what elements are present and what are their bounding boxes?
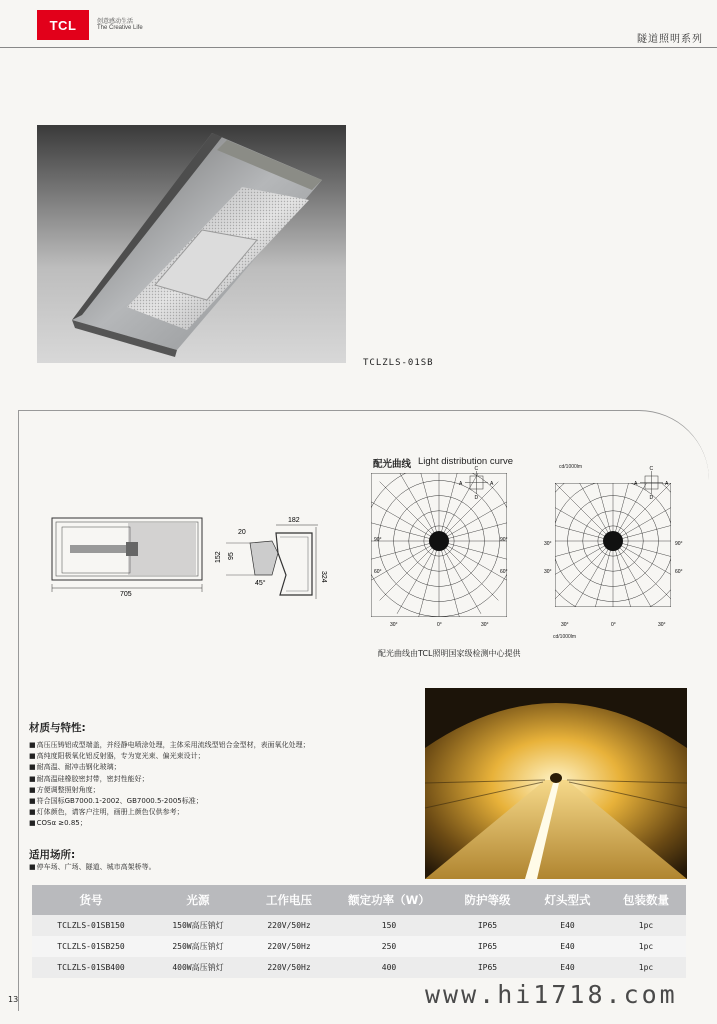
angle-60-right: 60° (500, 569, 508, 575)
angle-30-right: 30° (658, 622, 666, 628)
watermark-text: www.hi1718.com (425, 980, 678, 1009)
polar-spoke (397, 541, 439, 614)
legend-a-left: A (634, 481, 638, 487)
polar-spoke (380, 482, 439, 541)
feature-item: ■ 符合国标GB7000.1-2002、GB7000.5-2005标准； (29, 796, 424, 807)
slogan-cn: 创意感动生活 (97, 18, 134, 25)
feature-item: ■ 高纯度阳极氧化铝反射器，专为宽光束、偏光束设计； (29, 751, 424, 762)
legend-a-right: A (490, 481, 494, 487)
angle-60-left: 60° (374, 569, 382, 575)
polar-spoke (613, 460, 635, 541)
polar-spoke (591, 541, 613, 622)
table-row (32, 936, 686, 957)
polar-spoke (417, 460, 439, 541)
polar-curve-right (540, 465, 690, 635)
angle-0: 0° (611, 622, 616, 628)
cell-power: 150 (381, 921, 397, 930)
feature-item: ■ 高压压铸铝成型端盖，并经静电喷涂处理，主体采用流线型铝合金型材，表面氧化处理； (29, 740, 424, 751)
dim-angle: 45° (255, 580, 266, 587)
legend-a-right: A (665, 481, 669, 487)
cell-item-no: TCLZLS-01SB250 (57, 942, 125, 951)
materials-title: 材质与特性: (29, 722, 86, 734)
polar-spoke (366, 541, 439, 583)
polar-spoke (439, 541, 461, 622)
polar-spoke (591, 460, 613, 541)
polar-spoke (540, 499, 613, 541)
polar-spoke (613, 541, 655, 614)
header-voltage: 工作电压 (246, 885, 332, 915)
polar-spoke (571, 541, 613, 614)
header-power: 额定功率（W） (332, 885, 446, 915)
polar-spoke (613, 541, 686, 583)
angle-0: 0° (437, 622, 442, 628)
header-item-no: 货号 (32, 885, 150, 915)
polar-spoke (613, 541, 672, 600)
cell-power: 400 (381, 963, 397, 972)
curve-title-cn: 配光曲线 (373, 459, 412, 470)
feature-item: ■ 耐高温硅橡胶密封带，密封性能好； (29, 774, 424, 785)
polar-spoke (439, 460, 461, 541)
spec-table (32, 885, 686, 978)
cell-lamp-base: E40 (560, 921, 575, 930)
product-photo (37, 125, 346, 363)
feature-item: ■ COSα ≥0.85； (29, 818, 424, 829)
polar-center-blob (603, 531, 623, 551)
polar-spoke (613, 482, 672, 541)
polar-spoke (540, 541, 613, 583)
cell-protection: IP65 (477, 942, 498, 951)
cell-item-no: TCLZLS-01SB400 (57, 963, 125, 972)
angle-30-left-upper: 30° (544, 541, 552, 547)
cell-voltage: 220V/50Hz (267, 921, 311, 930)
angle-60-right: 60° (675, 569, 683, 575)
legend-d: D (474, 495, 479, 501)
header-protection: 防护等级 (446, 885, 529, 915)
legend-d: D (649, 495, 654, 501)
angle-30-left: 30° (390, 622, 398, 628)
legend-a-left: A (459, 481, 463, 487)
cell-lamp-base: E40 (560, 942, 575, 951)
cell-protection: IP65 (477, 963, 498, 972)
polar-spoke (439, 541, 512, 583)
cell-package-qty: 1pc (638, 963, 654, 972)
polar-spoke (532, 519, 613, 541)
dim-182: 182 (288, 517, 300, 524)
dimension-drawing (50, 513, 340, 603)
cell-protection: IP65 (477, 921, 498, 930)
polar-spoke (439, 499, 512, 541)
header-divider (0, 47, 717, 48)
polar-spoke (439, 541, 481, 614)
cell-lamp-base: E40 (560, 963, 575, 972)
header-light-source: 光源 (150, 885, 246, 915)
polar-center-blob (429, 531, 449, 551)
header-package-qty: 包装数量 (606, 885, 686, 915)
cell-package-qty: 1pc (638, 921, 654, 930)
cell-item-no: TCLZLS-01SB150 (57, 921, 125, 930)
polar-spoke (554, 541, 613, 600)
polar-curve-left (376, 465, 516, 635)
polar-spoke (571, 468, 613, 541)
angle-90-right: 90° (500, 537, 508, 543)
header-lamp-base: 灯头型式 (529, 885, 606, 915)
polar-spoke (554, 482, 613, 541)
polar-spoke (613, 519, 694, 541)
cell-power: 250 (381, 942, 397, 951)
polar-spoke (439, 541, 498, 600)
tcl-logo (37, 10, 89, 40)
polar-spoke (397, 468, 439, 541)
polar-spoke (613, 468, 655, 541)
angle-30-left-lower: 30° (544, 569, 552, 575)
curve-unit-top: cd/1000lm (559, 464, 583, 470)
polar-spoke (439, 519, 520, 541)
page-number: 13 (8, 995, 19, 1004)
polar-spoke (613, 499, 686, 541)
polar-spoke (439, 482, 498, 541)
feature-list (29, 740, 424, 830)
curve-unit-bottom: cd/1000lm (553, 634, 577, 640)
dim-152: 152 (215, 551, 222, 563)
feature-item: ■ 方便调整照射角度； (29, 785, 424, 796)
cell-voltage: 220V/50Hz (267, 942, 311, 951)
cell-light-source: 250W高压钠灯 (172, 942, 224, 951)
polar-spoke (439, 541, 520, 563)
angle-30-left: 30° (561, 622, 569, 628)
slogan-en: The Creative Life (97, 25, 143, 31)
feature-item: ■ 耐高温、耐冲击钢化玻璃； (29, 762, 424, 773)
polar-spoke (613, 541, 635, 622)
dim-20: 20 (238, 529, 246, 536)
cell-light-source: 150W高压钠灯 (172, 921, 224, 930)
legend-c: C (474, 466, 479, 472)
logo-text: TCL (49, 17, 77, 33)
series-title: 隧道照明系列 (637, 34, 703, 45)
curve-title-en: Light distribution curve (418, 456, 514, 467)
legend-c: C (649, 466, 654, 472)
polar-spoke (380, 541, 439, 600)
applications-title: 适用场所: (29, 849, 76, 861)
dim-95: 95 (228, 552, 235, 560)
angle-30-right: 30° (481, 622, 489, 628)
table-row (32, 957, 686, 978)
table-row (32, 915, 686, 936)
polar-spoke (366, 499, 439, 541)
feature-item: ■ 灯体颜色，请客户注明，画册上颜色仅供参考； (29, 807, 424, 818)
model-caption: TCLZLS-01SB (363, 358, 434, 368)
table-header-row (32, 885, 686, 915)
cad-legend-icon (459, 466, 494, 501)
dim-324: 324 (320, 571, 327, 583)
curve-note: 配光曲线由TCL照明国家级检测中心提供 (378, 649, 521, 658)
angle-90-left: 90° (374, 537, 382, 543)
polar-spoke (439, 468, 481, 541)
polar-spoke (417, 541, 439, 622)
dim-length: 705 (120, 591, 132, 598)
cell-package-qty: 1pc (638, 942, 654, 951)
applications-text: ■ 停车场、广场、隧道、城市高架桥等。 (29, 862, 156, 872)
tunnel-photo (425, 688, 687, 879)
cell-light-source: 400W高压钠灯 (172, 963, 224, 972)
angle-90-right: 90° (675, 541, 683, 547)
cell-voltage: 220V/50Hz (267, 963, 311, 972)
